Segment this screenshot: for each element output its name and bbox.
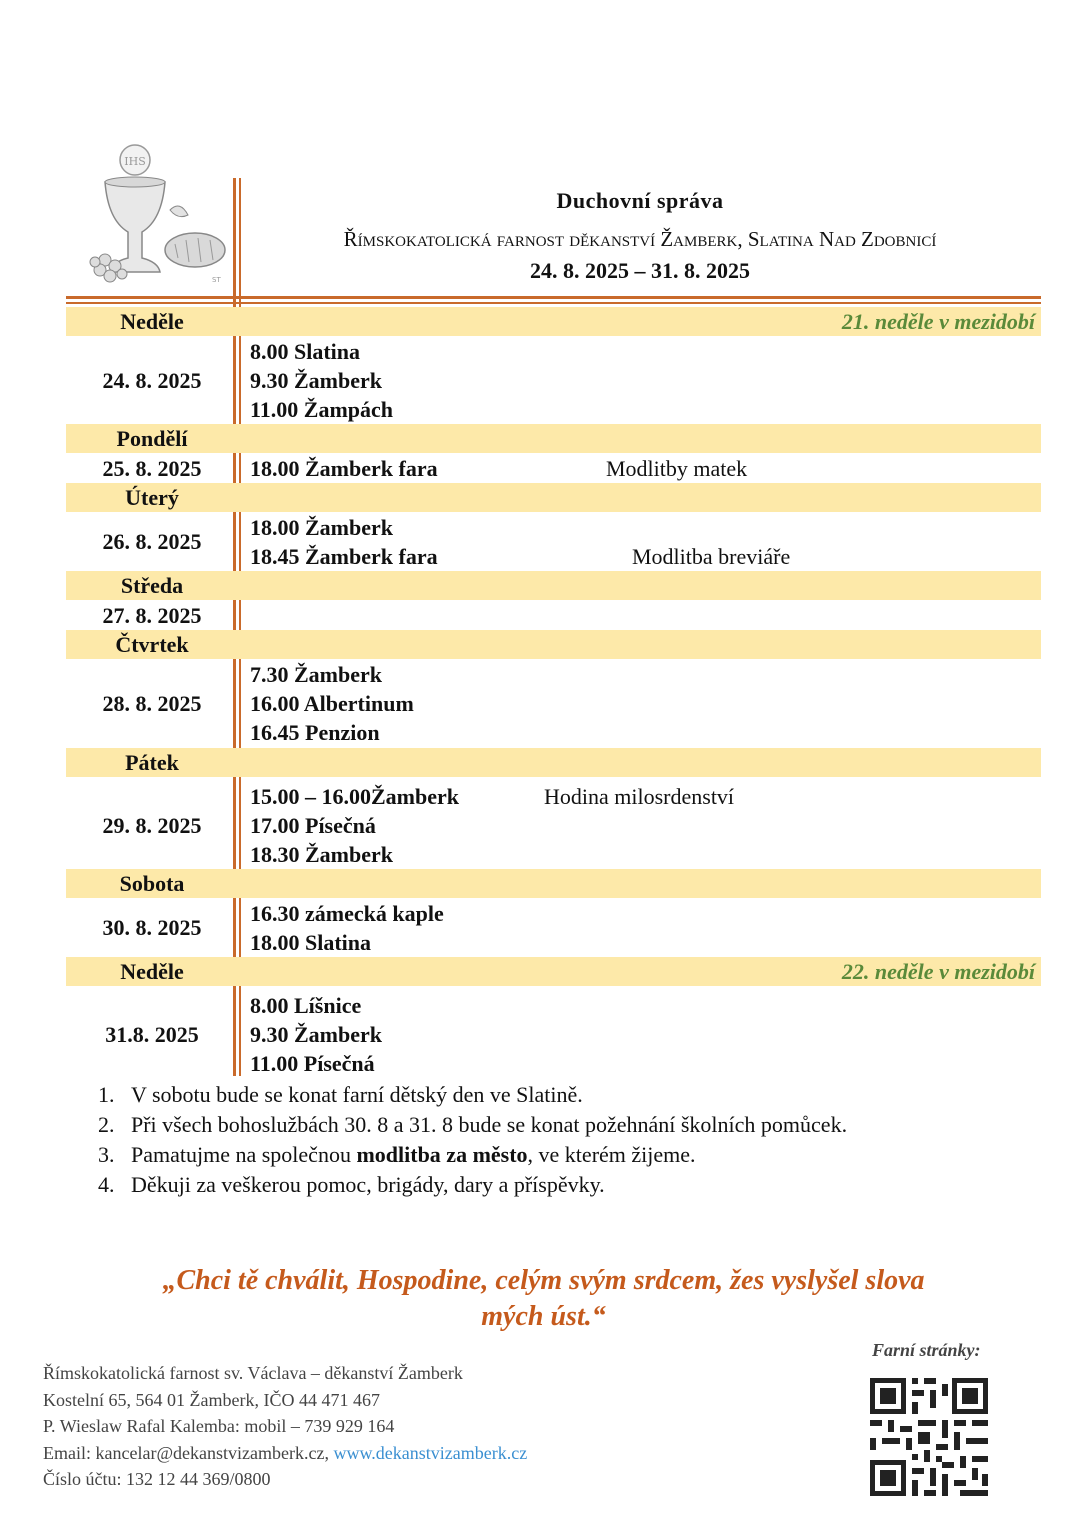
liturgical-day: 21. neděle v mezidobí: [841, 309, 1035, 334]
mass-time: 18.30 Žamberk: [250, 842, 393, 867]
day-name: Neděle: [120, 309, 184, 334]
announcement-item: [98, 1170, 1058, 1200]
announcement-item: [98, 1080, 1058, 1110]
day-name: Úterý: [125, 485, 179, 510]
mass-time: 7.30 Žamberk: [250, 662, 382, 687]
day-date: 27. 8. 2025: [102, 603, 202, 628]
email-line: [43, 1440, 527, 1467]
parish-subtitle: Římskokatolická farnost děkanství Žamberk, Slatina Nad Zdobnicí: [343, 227, 937, 251]
day-date: 25. 8. 2025: [102, 456, 202, 481]
announcement-text: Při všech bohoslužbách 30. 8 a 31. 8 bude se konat požehnání školních pomůcek.: [131, 1112, 848, 1137]
announcement-text: Děkuji za veškerou pomoc, brigády, dary a příspěvky.: [131, 1172, 605, 1197]
event-note: Modlitba breviáře: [632, 544, 791, 569]
mass-time: 17.00 Písečná: [250, 813, 376, 838]
quote-line: „Chci tě chválit, Hospodine, celým svým srdcem, žes vyslyšel slova: [162, 1265, 925, 1296]
day-name: Pátek: [125, 750, 179, 775]
day-date: 26. 8. 2025: [102, 529, 202, 554]
day-date: 24. 8. 2025: [102, 368, 202, 393]
website-link[interactable]: www.dekanstvizamberk.cz: [333, 1442, 528, 1463]
day-name: Neděle: [120, 959, 184, 984]
mass-time: 11.00 Písečná: [250, 1051, 375, 1076]
mass-time: 15.00 – 16.00Žamberk: [250, 784, 459, 809]
mass-time: 9.30 Žamberk: [250, 368, 382, 393]
mass-time: 18.00 Žamberk: [250, 515, 393, 540]
date-range: 24. 8. 2025 – 31. 8. 2025: [530, 258, 750, 283]
day-name: Sobota: [119, 871, 185, 896]
event-note: Modlitby matek: [606, 456, 748, 481]
day-name: Pondělí: [116, 426, 188, 451]
bank-account: Číslo účtu: 132 12 44 369/0800: [43, 1469, 271, 1489]
mass-time: 16.00 Albertinum: [250, 691, 414, 716]
item-number: 4.: [98, 1172, 115, 1197]
bible-quote: [66, 1263, 1021, 1335]
mass-time: 16.45 Penzion: [250, 720, 380, 745]
mass-time: 11.00 Žampách: [250, 397, 394, 422]
announcement-text: , ve kterém žijeme.: [527, 1142, 696, 1167]
parish-name: Římskokatolická farnost sv. Václava – děkanství Žamberk: [43, 1363, 463, 1383]
quote-line: mých úst.“: [481, 1301, 606, 1332]
parish-address: Kostelní 65, 564 01 Žamberk, IČO 44 471 467: [43, 1389, 380, 1410]
announcement-emphasis: modlitba za město: [356, 1142, 528, 1167]
announcement-text: V sobotu bude se konat farní dětský den ve Slatině.: [131, 1082, 583, 1107]
mass-time: 18.45 Žamberk fara: [250, 544, 438, 569]
page-title: Duchovní správa: [556, 188, 724, 213]
mass-time: 18.00 Slatina: [250, 930, 372, 955]
item-number: 2.: [98, 1112, 115, 1137]
day-date: 29. 8. 2025: [102, 813, 202, 838]
day-date: 28. 8. 2025: [102, 691, 202, 716]
mass-time: 9.30 Žamberk: [250, 1022, 382, 1047]
day-date: 31.8. 2025: [105, 1022, 199, 1047]
qr-label: Farní stránky:: [872, 1340, 981, 1360]
day-name: Středa: [120, 573, 184, 598]
mass-time: 16.30 zámecká kaple: [250, 901, 444, 926]
horizontal-divider: [66, 302, 1041, 304]
mass-time: 8.00 Líšnice: [250, 993, 362, 1018]
horizontal-divider: [66, 296, 1041, 299]
email-text: Email: kancelar@dekanstvizamberk.cz,: [43, 1442, 334, 1463]
item-number: 3.: [98, 1142, 115, 1167]
event-note: Hodina milosrdenství: [544, 784, 735, 809]
announcements-list: [98, 1080, 1058, 1200]
liturgical-day: 22. neděle v mezidobí: [841, 959, 1035, 984]
footer-contact: [43, 1360, 527, 1493]
priest-contact: P. Wieslaw Rafal Kalemba: mobil – 739 929 164: [43, 1416, 395, 1436]
svg-text:ST: ST: [212, 276, 221, 284]
item-number: 1.: [98, 1082, 115, 1107]
mass-time: 8.00 Slatina: [250, 339, 361, 364]
day-name: Čtvrtek: [115, 632, 189, 657]
qr-code-icon[interactable]: [866, 1374, 992, 1500]
mass-time: 18.00 Žamberk fara: [250, 456, 438, 481]
announcement-text: Pamatujme na společnou: [131, 1142, 357, 1167]
day-date: 30. 8. 2025: [102, 915, 202, 940]
svg-text:IHS: IHS: [124, 155, 146, 168]
announcement-item: [98, 1140, 1058, 1170]
announcement-item: [98, 1110, 1058, 1140]
chalice-host-bread-grapes-icon: [80, 140, 230, 290]
